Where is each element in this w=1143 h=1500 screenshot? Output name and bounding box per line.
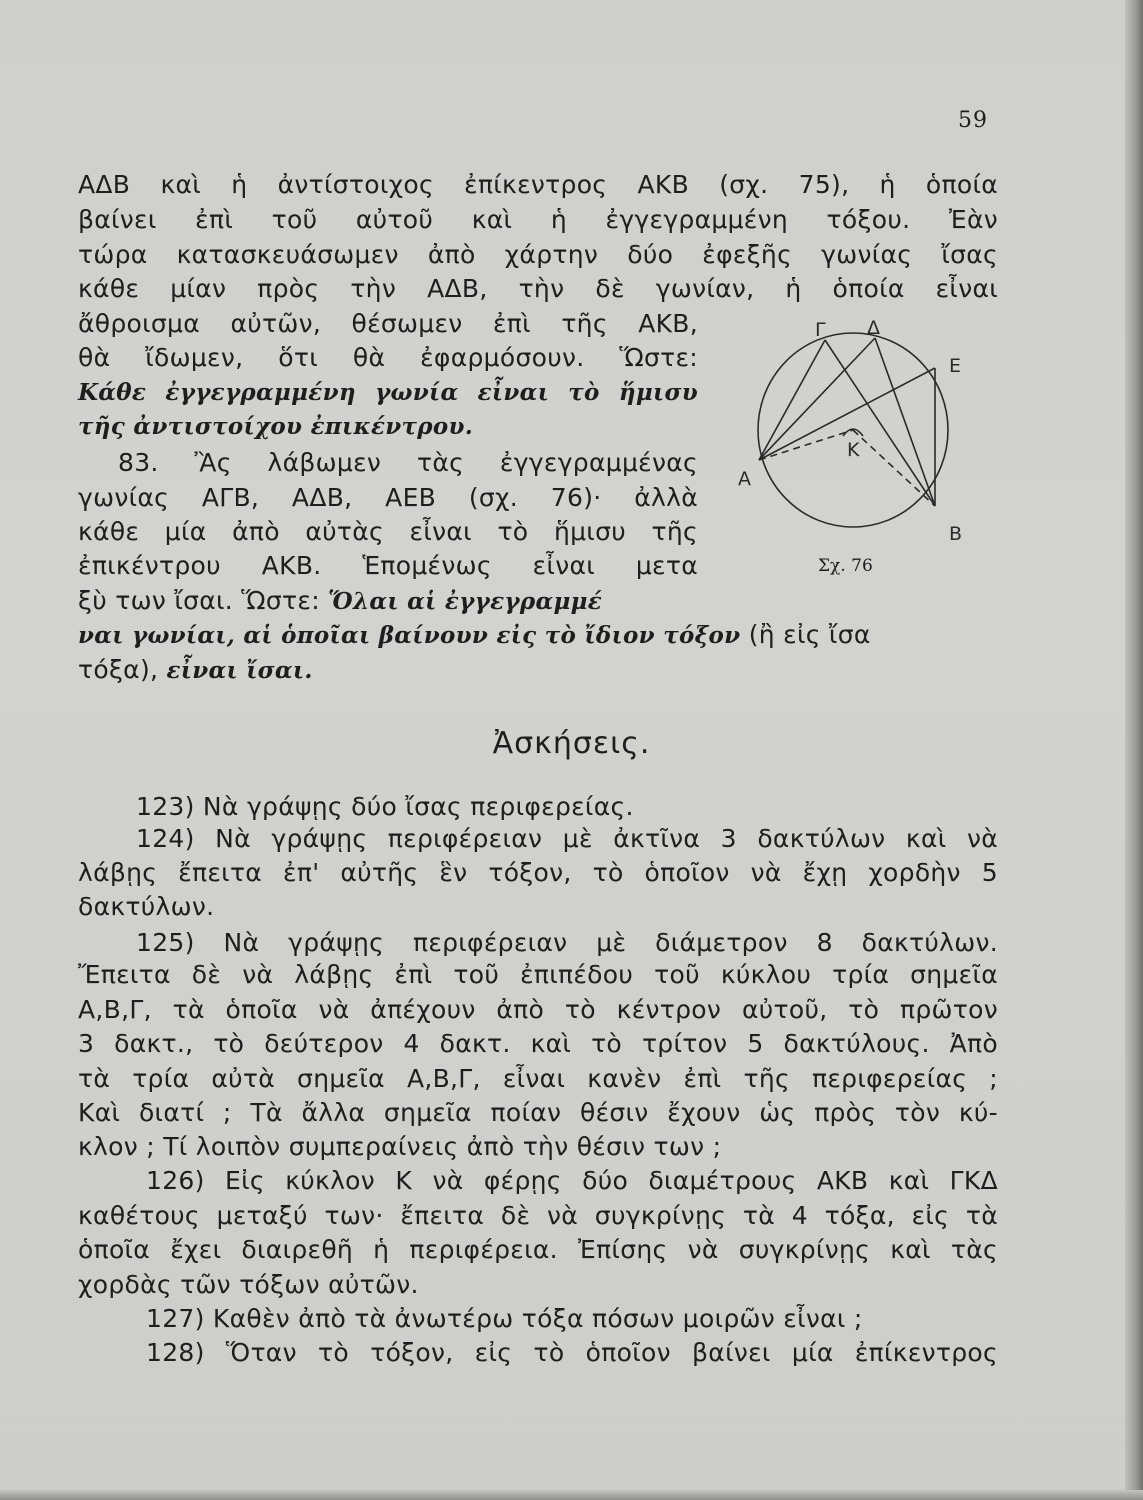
chord-GB <box>825 340 935 506</box>
label-D: Δ <box>867 317 880 339</box>
exercise-line: ὁποῖα ἔχει διαιρεθῆ ἡ περιφέρεια. Ἐπίσης νὰ συγκρίνῃς καὶ τὰς <box>78 1235 998 1264</box>
page-bottom-shadow <box>0 1490 1143 1500</box>
chord-DB <box>875 338 935 506</box>
page-number: 59 <box>958 108 988 133</box>
exercise-line: δακτύλων. <box>78 892 215 921</box>
para83-line: κάθε μία ἀπὸ αὐτὰς εἶναι τὸ ἥμισυ τῆς <box>78 517 698 546</box>
exercise-line: Α,Β,Γ, τὰ ὁποῖα νὰ ἀπέχουν ἀπὸ τὸ κέντρον αὐτοῦ, τὸ πρῶτον <box>78 995 998 1024</box>
body-line: βαίνει ἐπὶ τοῦ αὐτοῦ καὶ ἡ ἐγγεγραμμένη τόξου. Ἐὰν <box>78 205 998 234</box>
radius-KB <box>853 430 935 506</box>
para83-bold-text: εἶναι ἴσαι. <box>166 657 313 684</box>
exercise-line: 128) Ὅταν τὸ τόξον, εἰς τὸ ὁποῖον βαίνει μία ἐπίκεντρος <box>146 1338 998 1367</box>
exercise-line: 125) Νὰ γράψῃς περιφέρειαν μὲ διάμετρον 8 δακτύλων. <box>136 928 998 957</box>
para83-line: 83. Ἂς λάβωμεν τὰς ἐγγεγραμμένας <box>118 448 698 477</box>
exercise-line: καθέτους μεταξύ των· ἔπειτα δὲ νὰ συγκρίνῃς τὰ 4 τόξα, εἰς τὰ <box>78 1201 998 1230</box>
exercise-line: 126) Εἰς κύκλον Κ νὰ φέρῃς δύο διαμέτρους ΑΚΒ καὶ ΓΚΔ <box>146 1166 998 1195</box>
exercises-heading: Ἀσκήσεις. <box>492 726 651 761</box>
exercise-line: 3 δακτ., τὸ δεύτερον 4 δακτ. καὶ τὸ τρίτον 5 δακτύλους. Ἀπὸ <box>78 1029 998 1058</box>
label-A: Α <box>738 468 751 490</box>
para83-bold-text: Ὅλαι αἱ ἐγγεγραμμέ <box>328 588 603 615</box>
exercise-line: χορδὰς τῶν τόξων αὐτῶν. <box>78 1270 419 1299</box>
body-line: ΑΔΒ καὶ ἡ ἀντίστοιχος ἐπίκεντρος ΑΚΒ (σχ. 75), ἡ ὁποία <box>78 170 998 199</box>
inscribed-angles-diagram <box>735 310 965 590</box>
body-line: ἄθροισμα αὐτῶν, θέσωμεν ἐπὶ τῆς ΑΚΒ, <box>78 309 698 338</box>
theorem-line: Κάθε ἐγγεγραμμένη γωνία εἶναι τὸ ἥμισυ <box>78 379 698 406</box>
para83-line <box>78 653 313 687</box>
exercise-line: κλον ; Τί λοιπὸν συμπεραίνεις ἀπὸ τὴν θέσιν των ; <box>78 1132 722 1161</box>
body-line: κάθε μίαν πρὸς τὴν ΑΔΒ, τὴν δὲ γωνίαν, ἡ ὁποία εἶναι <box>78 274 998 303</box>
para83-line <box>78 584 602 618</box>
exercise-line: τὰ τρία αὐτὰ σημεῖα Α,Β,Γ, εἶναι κανὲν ἐπὶ τῆς περιφερείας ; <box>78 1064 998 1093</box>
exercise-line: 124) Νὰ γράψῃς περιφέρειαν μὲ ἀκτῖνα 3 δακτύλων καὶ νὰ <box>136 824 998 853</box>
exercise-line: λάβῃς ἔπειτα ἐπ' αὐτῆς ἓν τόξον, τὸ ὁποῖον νὰ ἔχῃ χορδὴν 5 <box>78 858 998 887</box>
body-line: τώρα κατασκευάσωμεν ἀπὸ χάρτην δύο ἐφεξῆς γωνίας ἴσας <box>78 240 998 269</box>
figure-76 <box>735 310 965 590</box>
para83-line: γωνίας ΑΓΒ, ΑΔΒ, ΑΕΒ (σχ. 76)· ἀλλὰ <box>78 483 698 512</box>
para83-line: ἐπικέντρου ΑΚΒ. Ἑπομένως εἶναι μετα <box>78 551 698 580</box>
para83-line <box>78 618 871 652</box>
exercise-line: 123) Νὰ γράψῃς δύο ἴσας περιφερείας. <box>136 792 634 821</box>
exercise-line: 127) Καθὲν ἀπὸ τὰ ἀνωτέρω τόξα πόσων μοιρῶν εἶναι ; <box>146 1304 863 1333</box>
para83-text: τόξα), <box>78 655 167 684</box>
para83-bold-text: ναι γωνίαι, αἱ ὁποῖαι βαίνουν εἰς τὸ ἴδιον τόξον <box>78 622 741 649</box>
para83-text: (ἢ εἰς ἴσα <box>740 620 871 649</box>
figure-caption: Σχ. 76 <box>818 556 873 576</box>
exercise-line: Ἔπειτα δὲ νὰ λάβῃς ἐπὶ τοῦ ἐπιπέδου τοῦ κύκλου τρία σημεῖα <box>78 960 998 989</box>
label-K: Κ <box>847 439 860 461</box>
exercise-line: Καὶ διατί ; Τὰ ἄλλα σημεῖα ποίαν θέσιν ἔχουν ὡς πρὸς τὸν κύ- <box>78 1098 998 1127</box>
label-E: Ε <box>949 355 962 377</box>
label-G: Γ <box>815 319 826 341</box>
body-line: θὰ ἴδωμεν, ὅτι θὰ ἐφαρμόσουν. Ὥστε: <box>78 343 698 372</box>
theorem-line: τῆς ἀντιστοίχου ἐπικέντρου. <box>78 413 474 440</box>
label-B: Β <box>949 523 963 545</box>
para83-text: ξὺ των ἴσαι. Ὥστε: <box>78 586 329 615</box>
